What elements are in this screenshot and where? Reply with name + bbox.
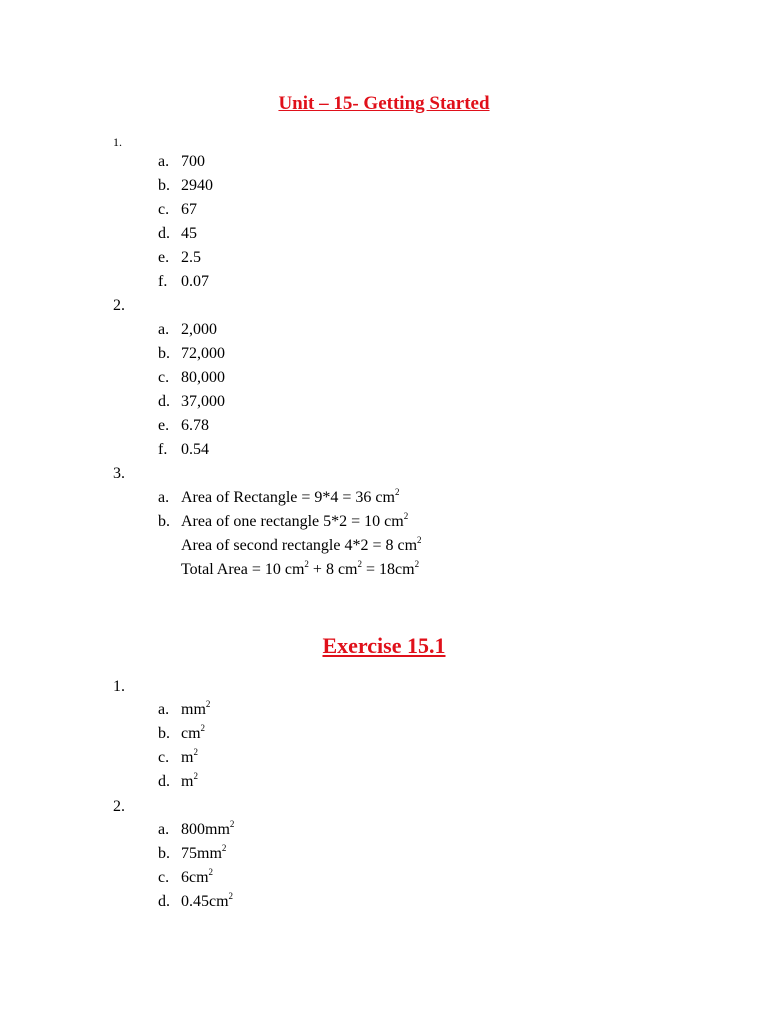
list-item: [158, 150, 213, 174]
list-item: [158, 486, 422, 510]
superscript: 2: [193, 771, 198, 781]
question-number: 3.: [113, 465, 125, 482]
list-item: [158, 414, 225, 438]
section-title-getting-started: Unit – 15- Getting Started: [278, 93, 490, 114]
item-text: 800mm: [181, 821, 230, 838]
item-text: 700: [181, 153, 205, 170]
item-text: cm: [181, 725, 201, 742]
item-text: Area of Rectangle = 9*4 = 36 cm: [181, 489, 395, 506]
item-text: 72,000: [181, 345, 225, 362]
question-number: 2.: [113, 297, 125, 314]
item-text: 6.78: [181, 417, 209, 434]
item-text: Area of one rectangle 5*2 = 10 cm: [181, 513, 404, 530]
item-label: f.: [158, 441, 168, 458]
list-item: [158, 890, 234, 914]
item-label: a.: [158, 321, 170, 338]
item-text: 37,000: [181, 393, 225, 410]
item-label: c.: [158, 369, 170, 386]
superscript: 2: [221, 843, 227, 853]
item-label: e.: [158, 249, 170, 266]
item-label: d.: [158, 225, 170, 242]
list-item: [158, 818, 234, 842]
answer-list: [158, 150, 213, 294]
item-label: c.: [158, 201, 170, 218]
list-item: [158, 390, 225, 414]
superscript: 2: [229, 819, 235, 829]
item-label: b.: [158, 513, 170, 530]
item-label: a.: [158, 153, 170, 170]
superscript: 2: [193, 747, 198, 757]
item-text: 0.45cm: [181, 893, 229, 910]
superscript: 2: [208, 867, 214, 877]
item-label: d.: [158, 393, 170, 410]
question-number: 2.: [113, 798, 125, 815]
item-label: c.: [158, 749, 170, 766]
superscript: 2: [205, 699, 211, 709]
list-item: [158, 198, 213, 222]
item-text: 67: [181, 201, 197, 218]
item-text: 75mm: [181, 845, 222, 862]
list-item: [158, 366, 225, 390]
list-item: [158, 318, 225, 342]
item-label: b.: [158, 345, 170, 362]
list-item: [158, 698, 210, 722]
item-text: 0.54: [181, 441, 209, 458]
item-label: d.: [158, 773, 170, 790]
item-text: 45: [181, 225, 197, 242]
item-label: b.: [158, 177, 170, 194]
superscript: 2: [200, 723, 206, 733]
list-item: [158, 174, 213, 198]
item-text: 2940: [181, 177, 213, 194]
item-text: Area of second rectangle 4*2 = 8 cm: [181, 537, 418, 554]
list-item: [158, 510, 422, 534]
item-text: m: [181, 773, 194, 790]
item-label: f.: [158, 273, 168, 290]
question-number: 1.: [113, 678, 125, 695]
item-label: c.: [158, 869, 170, 886]
list-item: [158, 746, 210, 770]
list-item: [158, 222, 213, 246]
item-label: b.: [158, 845, 170, 862]
item-label: b.: [158, 725, 170, 742]
answer-list: [158, 818, 234, 914]
answer-list: [158, 318, 225, 462]
item-label: a.: [158, 701, 170, 718]
list-item: [158, 770, 210, 794]
item-text: mm: [181, 701, 206, 718]
superscript: 2: [403, 511, 409, 521]
superscript: 2: [228, 891, 234, 901]
list-item: [158, 842, 234, 866]
superscript: 2: [304, 559, 309, 569]
item-text: 2.5: [181, 249, 201, 266]
list-item: [158, 342, 225, 366]
item-text: 0.07: [181, 273, 209, 290]
item-label: e.: [158, 417, 170, 434]
question-number: 1.: [113, 135, 122, 149]
superscript: 2: [357, 559, 362, 569]
item-text: = 18cm: [366, 561, 415, 578]
item-label: a.: [158, 821, 170, 838]
item-text: m: [181, 749, 194, 766]
list-item: [158, 722, 210, 746]
item-text: 80,000: [181, 369, 225, 386]
item-text: + 8 cm: [312, 561, 358, 578]
item-text: 6cm: [181, 869, 209, 886]
item-text: Total Area = 10 cm: [181, 561, 305, 578]
item-text: 2,000: [181, 321, 217, 338]
item-label: a.: [158, 489, 170, 506]
answer-list: [158, 698, 210, 794]
answer-list: [158, 486, 422, 582]
list-item-continuation: [158, 534, 422, 558]
list-item: [158, 270, 213, 294]
superscript: 2: [414, 559, 420, 569]
list-item: [158, 438, 225, 462]
superscript: 2: [417, 535, 422, 545]
list-item: [158, 246, 213, 270]
section-title-exercise: Exercise 15.1: [322, 633, 446, 658]
superscript: 2: [394, 487, 400, 497]
list-item-continuation: [158, 558, 422, 582]
list-item: [158, 866, 234, 890]
item-label: d.: [158, 893, 170, 910]
